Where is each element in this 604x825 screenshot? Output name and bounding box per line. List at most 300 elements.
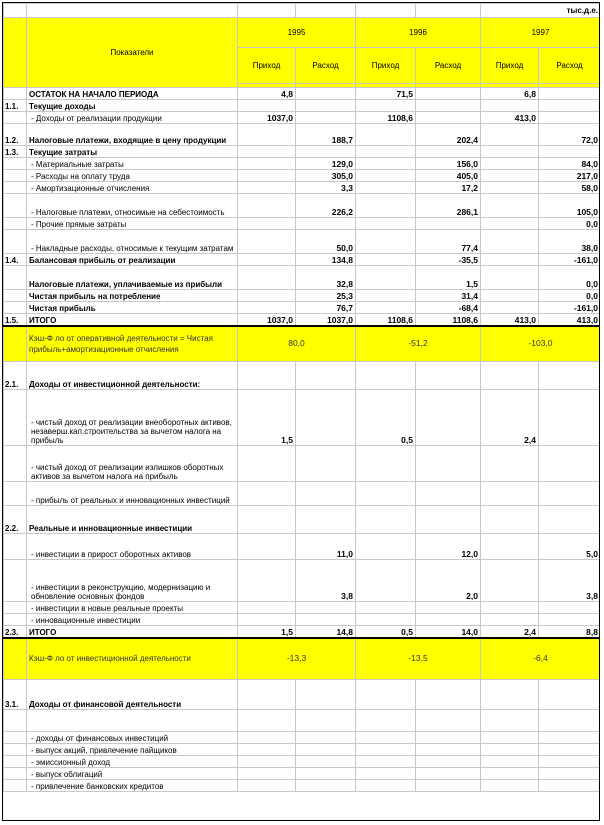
table-row [4, 614, 601, 626]
value-cell [416, 146, 481, 158]
value-cell [238, 230, 296, 254]
row-label: Доходы от финансовой деятельности [27, 680, 238, 710]
value-cell: 32,8 [296, 266, 356, 290]
row-label: - привлечение банковских кредитов [27, 780, 238, 792]
expense-header: Расход [296, 48, 356, 84]
table-row [4, 534, 601, 560]
value-cell [416, 602, 481, 614]
value-cell [356, 266, 416, 290]
row-label: ИТОГО [27, 314, 238, 326]
value-cell [539, 732, 601, 744]
value-cell [539, 446, 601, 482]
row-label [27, 710, 238, 732]
value-cell [356, 506, 416, 534]
row-label: - инвестиции в новые реальные проекты [27, 602, 238, 614]
value-cell [481, 290, 539, 302]
value-cell: 188,7 [296, 124, 356, 146]
value-cell: 11,0 [296, 534, 356, 560]
row-label: Чистая прибыль на потребление [27, 290, 238, 302]
value-cell [356, 194, 416, 218]
value-cell [238, 680, 296, 710]
cash-flow-value: -6,4 [481, 638, 601, 680]
value-cell [416, 112, 481, 124]
value-cell [481, 446, 539, 482]
cash-flow-value: 80,0 [238, 326, 356, 362]
value-cell [296, 756, 356, 768]
value-cell: 50,0 [296, 230, 356, 254]
table-row [4, 100, 601, 112]
table-row [4, 506, 601, 534]
value-cell [481, 768, 539, 780]
value-cell [296, 710, 356, 732]
value-cell [539, 362, 601, 390]
row-code [4, 602, 27, 614]
value-cell [238, 446, 296, 482]
value-cell: 0,0 [539, 218, 601, 230]
value-cell: 71,5 [356, 88, 416, 100]
value-cell [238, 254, 296, 266]
row-code [4, 560, 27, 602]
value-cell: 226,2 [296, 194, 356, 218]
table-row [4, 290, 601, 302]
value-cell [296, 88, 356, 100]
value-cell: 12,0 [416, 534, 481, 560]
value-cell [238, 768, 296, 780]
value-cell [481, 170, 539, 182]
value-cell: 0,5 [356, 390, 416, 446]
value-cell [416, 88, 481, 100]
value-cell [238, 146, 296, 158]
value-cell [481, 614, 539, 626]
value-cell: 1,5 [238, 626, 296, 638]
row-label: - Амортизационные отчисления [27, 182, 238, 194]
value-cell [481, 482, 539, 506]
value-cell [481, 744, 539, 756]
value-cell [356, 768, 416, 780]
row-label: - доходы от финансовых инвестиций [27, 732, 238, 744]
value-cell [238, 218, 296, 230]
year-header-row [4, 18, 601, 48]
value-cell: 72,0 [539, 124, 601, 146]
value-cell [481, 680, 539, 710]
table-row [4, 302, 601, 314]
value-cell [238, 710, 296, 732]
row-code [4, 230, 27, 254]
value-cell [238, 158, 296, 170]
value-cell [296, 112, 356, 124]
row-code [4, 218, 27, 230]
value-cell [238, 560, 296, 602]
row-code: 1.3. [4, 146, 27, 158]
value-cell [356, 710, 416, 732]
row-code [4, 290, 27, 302]
value-cell [416, 780, 481, 792]
value-cell [481, 560, 539, 602]
table-row [4, 482, 601, 506]
value-cell [296, 744, 356, 756]
value-cell [356, 482, 416, 506]
value-cell [416, 390, 481, 446]
table-row [4, 710, 601, 732]
value-cell [296, 680, 356, 710]
value-cell [481, 302, 539, 314]
value-cell [238, 506, 296, 534]
value-cell [238, 182, 296, 194]
value-cell [356, 124, 416, 146]
value-cell: 38,0 [539, 230, 601, 254]
cash-flow-label: Кэш-Ф ло от оперативной деятельности = Чистая прибыль+амортизационные отчисления [27, 326, 238, 362]
row-label: - Накладные расходы, относимые к текущим затратам [27, 230, 238, 254]
value-cell: -35,5 [416, 254, 481, 266]
value-cell [481, 194, 539, 218]
row-label: Налоговые платежи, входящие в цену продукции [27, 124, 238, 146]
value-cell [356, 602, 416, 614]
row-label: - Материальные затраты [27, 158, 238, 170]
value-cell: 1,5 [416, 266, 481, 290]
row-code [4, 182, 27, 194]
value-cell [356, 756, 416, 768]
row-code [4, 534, 27, 560]
cash-flow-operating-row [4, 326, 601, 362]
value-cell [481, 230, 539, 254]
row-label: - эмиссионный доход [27, 756, 238, 768]
row-code [4, 390, 27, 446]
value-cell: 413,0 [481, 314, 539, 326]
row-label: - чистый доход от реализации излишков оборотных активов за вычетом налога на прибыль [27, 446, 238, 482]
value-cell: 405,0 [416, 170, 481, 182]
value-cell [238, 756, 296, 768]
value-cell [539, 88, 601, 100]
value-cell: 14,0 [416, 626, 481, 638]
value-cell [238, 362, 296, 390]
value-cell: 8,8 [539, 626, 601, 638]
value-cell [356, 446, 416, 482]
value-cell [539, 710, 601, 732]
value-cell [296, 614, 356, 626]
value-cell [296, 100, 356, 112]
value-cell [356, 780, 416, 792]
value-cell [356, 230, 416, 254]
table-row [4, 230, 601, 254]
value-cell: 58,0 [539, 182, 601, 194]
value-cell [238, 266, 296, 290]
row-code: 1.2. [4, 124, 27, 146]
value-cell [356, 254, 416, 266]
value-cell [481, 756, 539, 768]
value-cell: 413,0 [481, 112, 539, 124]
value-cell [481, 362, 539, 390]
row-label: - Расходы на оплату труда [27, 170, 238, 182]
value-cell: 1108,6 [356, 112, 416, 124]
row-code: 1.1. [4, 100, 27, 112]
expense-header: Расход [539, 48, 601, 84]
expense-header: Расход [416, 48, 481, 84]
table-row [4, 218, 601, 230]
value-cell [296, 768, 356, 780]
row-code [4, 302, 27, 314]
value-cell [539, 112, 601, 124]
value-cell [356, 560, 416, 602]
value-cell [238, 602, 296, 614]
row-code [4, 112, 27, 124]
table-row [4, 680, 601, 710]
row-label: - Налоговые платежи, относимые на себестоимость [27, 194, 238, 218]
value-cell [356, 680, 416, 710]
value-cell [296, 362, 356, 390]
row-code [4, 744, 27, 756]
income-header: Приход [238, 48, 296, 84]
table-row [4, 446, 601, 482]
value-cell [416, 100, 481, 112]
table-row [4, 254, 601, 266]
row-label: Реальные и инновационные инвестиции [27, 506, 238, 534]
year-header-1996: 1996 [356, 18, 481, 48]
value-cell: -161,0 [539, 302, 601, 314]
row-label: - прибыль от реальных и инновационных инвестиций [27, 482, 238, 506]
value-cell: 1108,6 [356, 314, 416, 326]
value-cell [296, 218, 356, 230]
value-cell: 105,0 [539, 194, 601, 218]
value-cell [356, 302, 416, 314]
value-cell: 129,0 [296, 158, 356, 170]
row-code: 2.1. [4, 362, 27, 390]
row-code: 3.1. [4, 680, 27, 710]
value-cell [416, 614, 481, 626]
value-cell [416, 756, 481, 768]
value-cell: 2,4 [481, 390, 539, 446]
value-cell [481, 506, 539, 534]
value-cell [481, 182, 539, 194]
table-row [4, 560, 601, 602]
value-cell: 31,4 [416, 290, 481, 302]
value-cell [416, 680, 481, 710]
row-code [4, 88, 27, 100]
value-cell [539, 744, 601, 756]
row-code: 2.2. [4, 506, 27, 534]
row-label: - Доходы от реализации продукции [27, 112, 238, 124]
table-row [4, 732, 601, 744]
row-code: 1.4. [4, 254, 27, 266]
value-cell [416, 768, 481, 780]
year-header-1995: 1995 [238, 18, 356, 48]
value-cell [539, 482, 601, 506]
value-cell [238, 534, 296, 560]
cash-code [4, 326, 27, 362]
value-cell [539, 602, 601, 614]
row-code [4, 768, 27, 780]
value-cell: 1037,0 [238, 112, 296, 124]
value-cell [356, 614, 416, 626]
value-cell [238, 194, 296, 218]
value-cell: 3,8 [539, 560, 601, 602]
value-cell [238, 290, 296, 302]
row-code [4, 732, 27, 744]
table-row [4, 194, 601, 218]
value-cell: 25,3 [296, 290, 356, 302]
row-label: Налоговые платежи, уплачиваемые из прибыли [27, 266, 238, 290]
value-cell [238, 100, 296, 112]
value-cell [481, 266, 539, 290]
table-row [4, 88, 601, 100]
value-cell: 5,0 [539, 534, 601, 560]
cash-flow-value: -51,2 [356, 326, 481, 362]
value-cell [356, 534, 416, 560]
value-cell [356, 744, 416, 756]
table-row [4, 626, 601, 638]
value-cell: 2,4 [481, 626, 539, 638]
value-cell [296, 506, 356, 534]
row-label: Доходы от инвестиционной деятельности: [27, 362, 238, 390]
unit-label: тыс.д.е. [481, 4, 601, 18]
table-row [4, 182, 601, 194]
value-cell [481, 146, 539, 158]
row-code: 2.3. [4, 626, 27, 638]
value-cell [238, 732, 296, 744]
table-row [4, 112, 601, 124]
value-cell [296, 602, 356, 614]
value-cell [356, 182, 416, 194]
value-cell [238, 482, 296, 506]
value-cell: 134,8 [296, 254, 356, 266]
table-row [4, 756, 601, 768]
value-cell [481, 124, 539, 146]
value-cell [539, 390, 601, 446]
value-cell: 1108,6 [416, 314, 481, 326]
value-cell [539, 756, 601, 768]
value-cell: 4,8 [238, 88, 296, 100]
value-cell [356, 100, 416, 112]
value-cell: 3,8 [296, 560, 356, 602]
row-code [4, 756, 27, 768]
value-cell: 1037,0 [296, 314, 356, 326]
row-label: - инновационные инвестиции [27, 614, 238, 626]
value-cell: 1037,0 [238, 314, 296, 326]
table-row [4, 146, 601, 158]
value-cell [356, 218, 416, 230]
value-cell [416, 446, 481, 482]
row-label: Балансовая прибыль от реализации [27, 254, 238, 266]
value-cell [356, 170, 416, 182]
cash-flow-value: -13,5 [356, 638, 481, 680]
value-cell [539, 614, 601, 626]
row-label: ИТОГО [27, 626, 238, 638]
value-cell [238, 124, 296, 146]
value-cell [481, 254, 539, 266]
value-cell [416, 710, 481, 732]
value-cell [481, 780, 539, 792]
value-cell [481, 710, 539, 732]
cash-flow-table [3, 3, 600, 792]
value-cell: 0,5 [356, 626, 416, 638]
value-cell [296, 146, 356, 158]
table-row [4, 170, 601, 182]
value-cell: 0,0 [539, 290, 601, 302]
income-header: Приход [356, 48, 416, 84]
row-code [4, 158, 27, 170]
value-cell [481, 100, 539, 112]
value-cell: -161,0 [539, 254, 601, 266]
row-label: ОСТАТОК НА НАЧАЛО ПЕРИОДА [27, 88, 238, 100]
value-cell [356, 158, 416, 170]
cash-flow-sheet [2, 2, 600, 821]
row-code [4, 170, 27, 182]
value-cell [539, 506, 601, 534]
year-header-1997: 1997 [481, 18, 601, 48]
value-cell: 286,1 [416, 194, 481, 218]
row-label: - выпуск акций, привлечение пайщиков [27, 744, 238, 756]
row-code [4, 710, 27, 732]
value-cell [416, 506, 481, 534]
value-cell [416, 744, 481, 756]
value-cell [539, 100, 601, 112]
value-cell [356, 732, 416, 744]
value-cell [356, 362, 416, 390]
value-cell [356, 290, 416, 302]
value-cell: 156,0 [416, 158, 481, 170]
row-label: Текущие доходы [27, 100, 238, 112]
value-cell [296, 780, 356, 792]
value-cell: 413,0 [539, 314, 601, 326]
cash-flow-value: -103,0 [481, 326, 601, 362]
value-cell [238, 170, 296, 182]
table-row [4, 362, 601, 390]
table-row [4, 124, 601, 146]
value-cell [481, 732, 539, 744]
table-row [4, 780, 601, 792]
cash-flow-value: -13,3 [238, 638, 356, 680]
value-cell [238, 614, 296, 626]
value-cell [539, 680, 601, 710]
row-code [4, 446, 27, 482]
value-cell: 84,0 [539, 158, 601, 170]
row-code: 1.5. [4, 314, 27, 326]
value-cell: 6,8 [481, 88, 539, 100]
value-cell: 202,4 [416, 124, 481, 146]
value-cell: -68,4 [416, 302, 481, 314]
income-header: Приход [481, 48, 539, 84]
value-cell: 2,0 [416, 560, 481, 602]
value-cell: 0,0 [539, 266, 601, 290]
value-cell [539, 768, 601, 780]
value-cell: 76,7 [296, 302, 356, 314]
table-row [4, 390, 601, 446]
value-cell [356, 146, 416, 158]
value-cell [296, 446, 356, 482]
table-row [4, 602, 601, 614]
table-row [4, 158, 601, 170]
cash-flow-label: Кэш-Ф ло от инвестиционной деятельности [27, 638, 238, 680]
row-label: - чистый доход от реализации внеоборотных активов, незаверш.кап.строительства за вычетом налога на прибыль [27, 390, 238, 446]
cash-code [4, 638, 27, 680]
row-code [4, 614, 27, 626]
table-row [4, 744, 601, 756]
row-code [4, 780, 27, 792]
value-cell [416, 482, 481, 506]
value-cell [481, 218, 539, 230]
table-row [4, 266, 601, 290]
value-cell [238, 744, 296, 756]
table-row [4, 314, 601, 326]
value-cell [296, 390, 356, 446]
value-cell [539, 146, 601, 158]
value-cell [296, 732, 356, 744]
value-cell [481, 602, 539, 614]
value-cell: 17,2 [416, 182, 481, 194]
indicators-header: Показатели [27, 18, 238, 88]
unit-row [4, 4, 601, 18]
value-cell [539, 780, 601, 792]
value-cell: 3,3 [296, 182, 356, 194]
